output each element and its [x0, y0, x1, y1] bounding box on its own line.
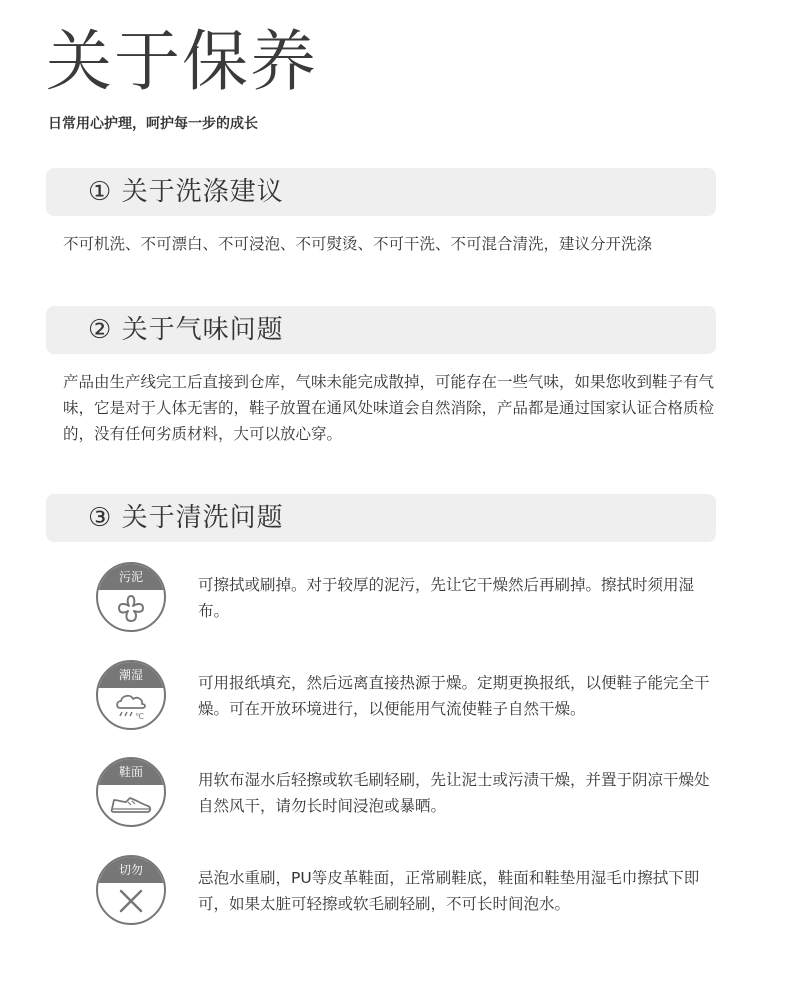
upper-icon-badge — [96, 757, 166, 827]
damp-icon-label: 潮湿 — [98, 662, 164, 688]
care-item-upper — [96, 757, 736, 829]
upper-icon-label: 鞋面 — [98, 759, 164, 785]
section-bar-washing — [46, 168, 716, 216]
upper-care-text: 用软布湿水后轻擦或软毛刷轻刷，先让泥士或污渍干燥，并置于阴凉干燥处自然风干，请勿长时间浸泡或暴晒。 — [198, 771, 710, 815]
section-heading-odor: ② 关于气味问题 — [88, 315, 284, 345]
damp-care-text: 可用报纸填充，然后远离直接热源于燥。定期更换报纸，以便鞋子能完全干燥。可在开放环境进行，以便能用气流使鞋子自然干燥。 — [198, 674, 710, 718]
svg-text:℃: ℃ — [135, 712, 144, 721]
dirt-icon-label: 污泥 — [98, 564, 164, 590]
never-care-text: 忌泡水重刷，PU等皮革鞋面，正常刷鞋底，鞋面和鞋垫用湿毛巾擦拭下即可，如果太脏可轻擦或软毛刷轻刷，不可长时间泡水。 — [198, 869, 700, 913]
never-icon-label: 切勿 — [98, 857, 164, 883]
sneaker-icon — [98, 785, 164, 825]
section-bar-odor — [46, 306, 716, 354]
care-item-dirt — [96, 562, 736, 634]
section-bar-cleaning — [46, 494, 716, 542]
damp-icon-badge — [96, 660, 166, 730]
washing-advice-text: 不可机洗、不可漂白、不可浸泡、不可熨烫、不可干洗、不可混合清洗，建议分开洗涤 — [63, 235, 653, 253]
care-item-damp — [96, 660, 736, 732]
page-subtitle: 日常用心护理，呵护每一步的成长 — [48, 116, 258, 132]
odor-advice-text: 产品由生产线完工后直接到仓库，气味未能完成散掉，可能存在一些气味，如果您收到鞋子有气味，它是对于人体无害的，鞋子放置在通风处味道会自然消除，产品都是通过国家认证合格质检的，没有任何劣质材料，大可以放心穿。 — [63, 373, 715, 443]
cross-icon — [98, 883, 164, 923]
damp-cloud-icon — [98, 688, 164, 728]
section-heading-washing: ① 关于洗涤建议 — [88, 177, 284, 207]
dirt-icon-badge — [96, 562, 166, 632]
page-title: 关于保养 — [46, 23, 318, 100]
dirt-splat-icon — [98, 590, 164, 630]
never-icon-badge — [96, 855, 166, 925]
dirt-care-text: 可擦拭或刷掉。对于较厚的泥污，先让它干燥然后再刷掉。擦拭时须用湿布。 — [198, 576, 695, 620]
section-heading-cleaning: ③ 关于清洗问题 — [88, 503, 284, 533]
care-item-never — [96, 855, 736, 927]
